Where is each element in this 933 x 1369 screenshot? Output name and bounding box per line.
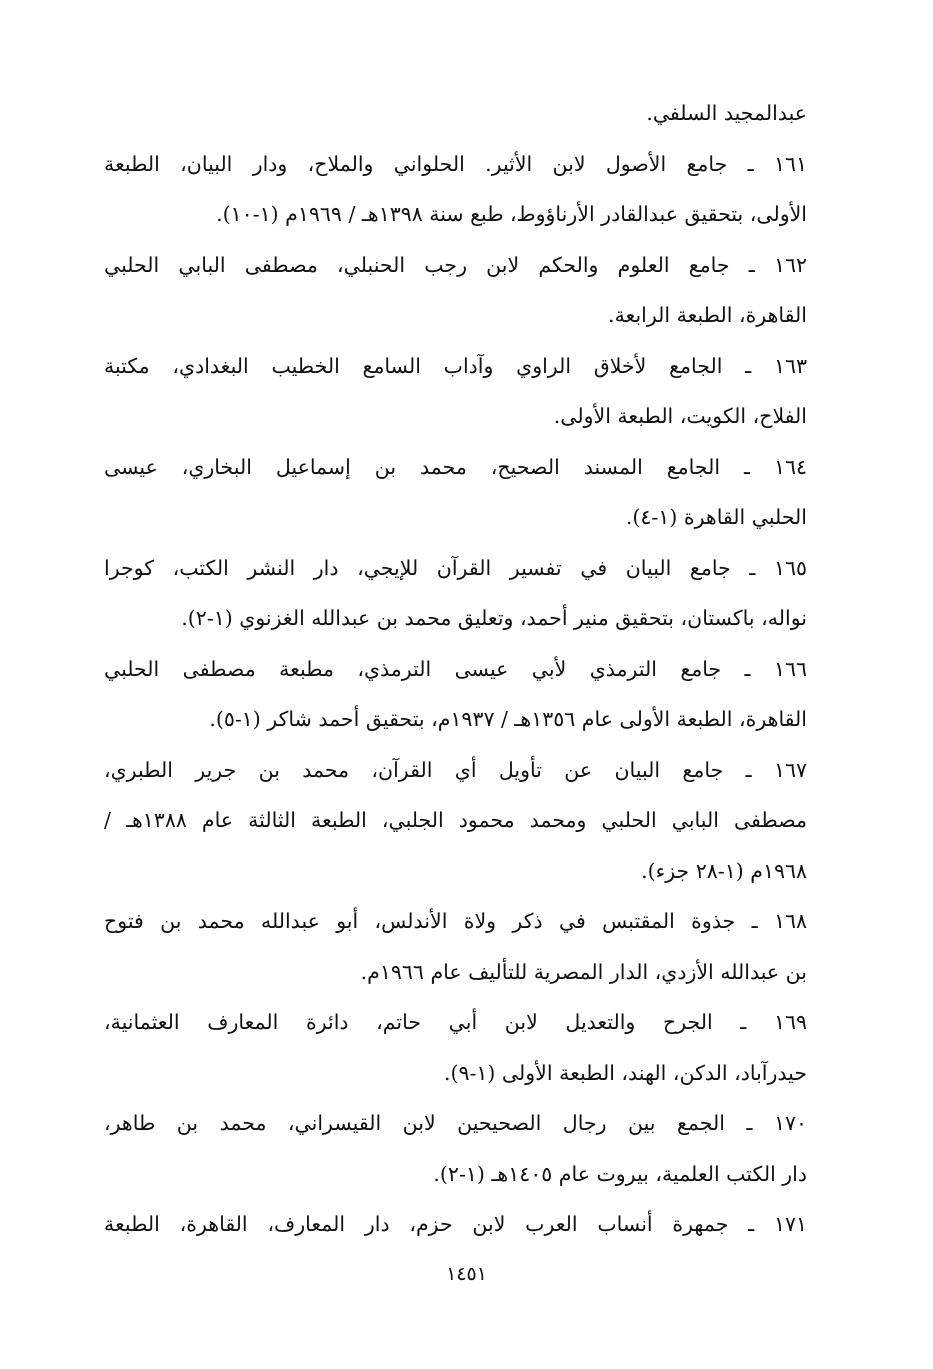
text-line: بن عبدالله الأزدي، الدار المصرية للتأليف عام ١٩٦٦م. [360, 959, 807, 984]
text-line: ١٦٢ ـ جامع العلوم والحكم لابن رجب الحنبلي، مصطفى البابي الحلبي [104, 252, 807, 277]
text-line: الحلبي القاهرة (١-٤). [625, 505, 807, 529]
text-line: عبدالمجيد السلفي. [646, 101, 807, 125]
text-line: مصطفى البابي الحلبي ومحمد محمود الجلبي، الطبعة الثالثة عام ١٣٨٨هـ / [104, 808, 807, 832]
text-line: ١٦٤ ـ الجامع المسند الصحيح، محمد بن إسماعيل البخاري، عيسى [104, 454, 807, 479]
text-line: الأولى، بتحقيق عبدالقادر الأرناؤوط، طبع سنة ١٣٩٨هـ / ١٩٦٩م (١-١٠). [216, 202, 807, 226]
text-line: نواله، باكستان، بتحقيق منير أحمد، وتعليق محمد بن عبدالله الغزنوي (١-٢). [181, 606, 807, 630]
text-line: ١٦٩ ـ الجرح والتعديل لابن أبي حاتم، دائرة المعارف العثمانية، [104, 1010, 807, 1034]
text-line: ١٧٠ ـ الجمع بين رجال الصحيحين لابن القيسراني، محمد بن طاهر، [104, 1111, 807, 1135]
text-line: ١٦٧ ـ جامع البيان عن تأويل أي القرآن، محمد بن جرير الطبري، [104, 757, 807, 782]
text-line: حيدرآباد، الدكن، الهند، الطبعة الأولى (١-٩). [443, 1060, 807, 1085]
text-line: ١٦١ ـ جامع الأصول لابن الأثير. الحلواني والملاح، ودار البيان، الطبعة [104, 151, 807, 176]
text-line: ١٩٦٨م (١-٢٨ جزء). [641, 858, 807, 883]
page-number: ١٤٥١ [446, 1263, 487, 1285]
text-line: ١٧١ ـ جمهرة أنساب العرب لابن حزم، دار المعارف، القاهرة، الطبعة [104, 1212, 807, 1236]
bibliography-text [104, 88, 807, 1250]
text-line: دار الكتب العلمية، بيروت عام ١٤٠٥هـ (١-٢). [433, 1161, 807, 1186]
text-line: الفلاح، الكويت، الطبعة الأولى. [553, 404, 807, 428]
text-line: ١٦٥ ـ جامع البيان في تفسير القرآن للإيجي، دار النشر الكتب، كوجرا [104, 555, 807, 580]
text-line: ١٦٣ ـ الجامع لأخلاق الراوي وآداب السامع الخطيب البغدادي، مكتبة [104, 353, 807, 378]
text-line: ١٦٦ ـ جامع الترمذي لأبي عيسى الترمذي، مطبعة مصطفى الحلبي [104, 656, 807, 681]
text-line: ١٦٨ ـ جذوة المقتبس في ذكر ولاة الأندلس، أبو عبدالله محمد بن فتوح [104, 909, 807, 933]
text-line: القاهرة، الطبعة الرابعة. [608, 303, 807, 327]
text-line: القاهرة، الطبعة الأولى عام ١٣٥٦هـ / ١٩٣٧م، بتحقيق أحمد شاكر (١-٥). [209, 707, 807, 731]
